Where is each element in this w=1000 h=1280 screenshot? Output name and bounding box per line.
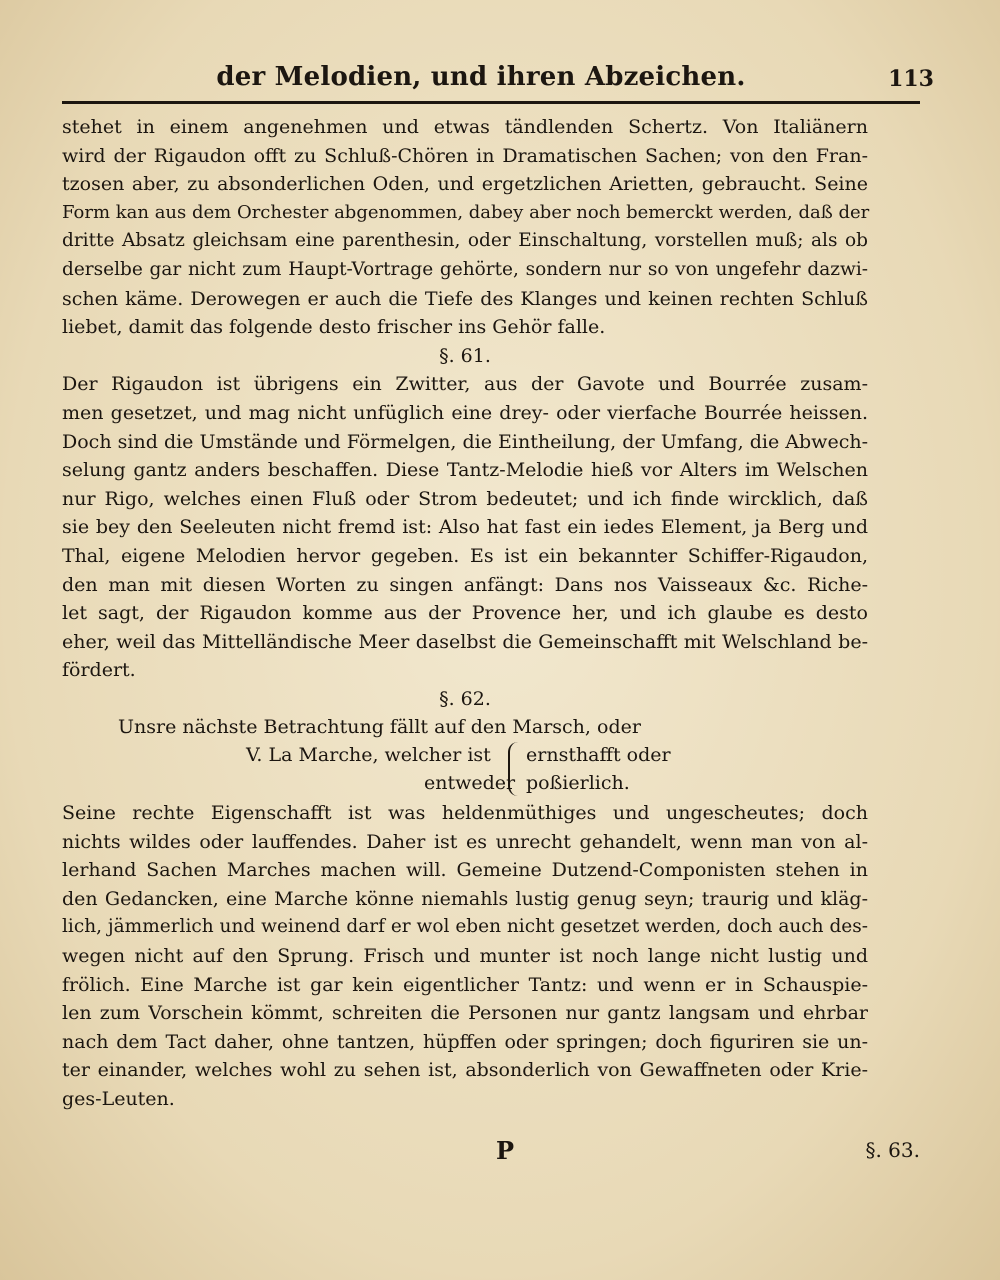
paragraph-continued — [62, 113, 868, 342]
march-lead: V. La Marche, welcher ist — [246, 744, 491, 767]
march-definition — [62, 742, 868, 799]
text-line: lich, jämmerlich und weinend darf er wol eben nicht gesetzet werden, doch auch des- — [62, 916, 868, 938]
section-61-paragraph — [62, 370, 868, 685]
page-number: 113 — [888, 66, 934, 92]
text-line: Seine rechte Eigenschafft ist was heldenmüthiges und ungescheutes; doch — [62, 802, 868, 825]
text-line: stehet in einem angenehmen und etwas tändlenden Schertz. Von Italiänern — [62, 116, 868, 138]
text-line: frölich. Eine Marche ist gar kein eigentlicher Tantz: und wenn er in Schauspie- — [62, 973, 868, 996]
march-option: poßierlich. — [526, 772, 630, 795]
page-header — [62, 56, 934, 100]
text-line: men gesetzet, und mag nicht unfüglich eine drey- oder vierfache Bourrée heissen. — [62, 401, 868, 424]
text-line: Thal, eigene Melodien hervor gegeben. Es ist ein bekannter Schiffer-Rigaudon, — [62, 544, 868, 567]
text-line: Der Rigaudon ist übrigens ein Zwitter, aus der Gavote und Bourrée zusam- — [62, 373, 868, 396]
section-62-intro: Unsre nächste Betrachtung fällt auf den Marsch, oder — [118, 716, 641, 739]
text-line: fördert. — [62, 659, 136, 682]
brace-mark — [508, 742, 524, 796]
text-line: dritte Absatz gleichsam eine parenthesin, oder Einschaltung, vorstellen muß; als ob — [62, 230, 868, 252]
signature-mark: P — [496, 1136, 515, 1165]
march-option: ernsthafft oder — [526, 744, 671, 767]
text-line: wegen nicht auf den Sprung. Frisch und munter ist noch lange nicht lustig und — [62, 945, 868, 968]
section-62-paragraph — [62, 799, 868, 1114]
text-line: Doch sind die Umstände und Förmelgen, die Eintheilung, der Umfang, die Abwech- — [62, 430, 868, 453]
page-footer — [62, 1136, 920, 1176]
header-rule — [62, 101, 920, 104]
text-line: tzosen aber, zu absonderlichen Oden, und ergetzlichen Arietten, gebraucht. Seine — [62, 173, 868, 196]
text-line: Form kan aus dem Orchester abgenommen, dabey aber noch bemerckt werden, daß der — [62, 201, 870, 223]
text-line: den Gedancken, eine Marche könne niemahls lustig genug seyn; traurig und kläg- — [62, 887, 868, 910]
march-sub: entweder — [424, 772, 516, 795]
running-title: der Melodien, und ihren Abzeichen. — [216, 62, 746, 92]
catchword: §. 63. — [865, 1138, 920, 1162]
text-line: let sagt, der Rigaudon komme aus der Provence her, und ich glaube es desto — [62, 602, 868, 625]
text-line: eher, weil das Mittelländische Meer daselbst die Gemeinschafft mit Welschland be- — [62, 630, 868, 653]
text-line: nichts wildes oder lauffendes. Daher ist es unrecht gehandelt, wenn man von al- — [62, 830, 868, 853]
section-heading-61: §. 61. — [439, 344, 491, 367]
text-line: ter einander, welches wohl zu sehen ist, absonderlich von Gewaffneten oder Krie- — [62, 1059, 868, 1082]
body-text — [62, 113, 868, 1114]
text-line: lerhand Sachen Marches machen will. Gemeine Dutzend-Componisten stehen in — [62, 859, 868, 882]
text-line: nur Rigo, welches einen Fluß oder Strom bedeutet; und ich finde wircklich, daß — [62, 487, 868, 510]
text-line: len zum Vorschein kömmt, schreiten die Personen nur gantz langsam und ehrbar — [62, 1002, 868, 1025]
text-line: wird der Rigaudon offt zu Schluß-Chören in Dramatischen Sachen; von den Fran- — [62, 144, 868, 167]
text-line: den man mit diesen Worten zu singen anfängt: Dans nos Vaisseaux &c. Riche- — [62, 573, 868, 596]
text-line: ges-Leuten. — [62, 1088, 175, 1110]
text-line: derselbe gar nicht zum Haupt-Vortrage gehörte, sondern nur so von ungefehr dazwi- — [62, 258, 868, 280]
section-heading-62: §. 62. — [439, 687, 491, 710]
text-line: sie bey den Seeleuten nicht fremd ist: Also hat fast ein iedes Element, ja Berg und — [62, 516, 868, 539]
text-line: nach dem Tact daher, ohne tantzen, hüpffen oder springen; doch figuriren sie un- — [62, 1030, 868, 1053]
text-line: schen käme. Derowegen er auch die Tiefe des Klanges und keinen rechten Schluß — [62, 287, 868, 310]
text-line: selung gantz anders beschaffen. Diese Tantz-Melodie hieß vor Alters im Welschen — [62, 459, 868, 482]
text-line: liebet, damit das folgende desto frischer ins Gehör falle. — [62, 316, 606, 339]
